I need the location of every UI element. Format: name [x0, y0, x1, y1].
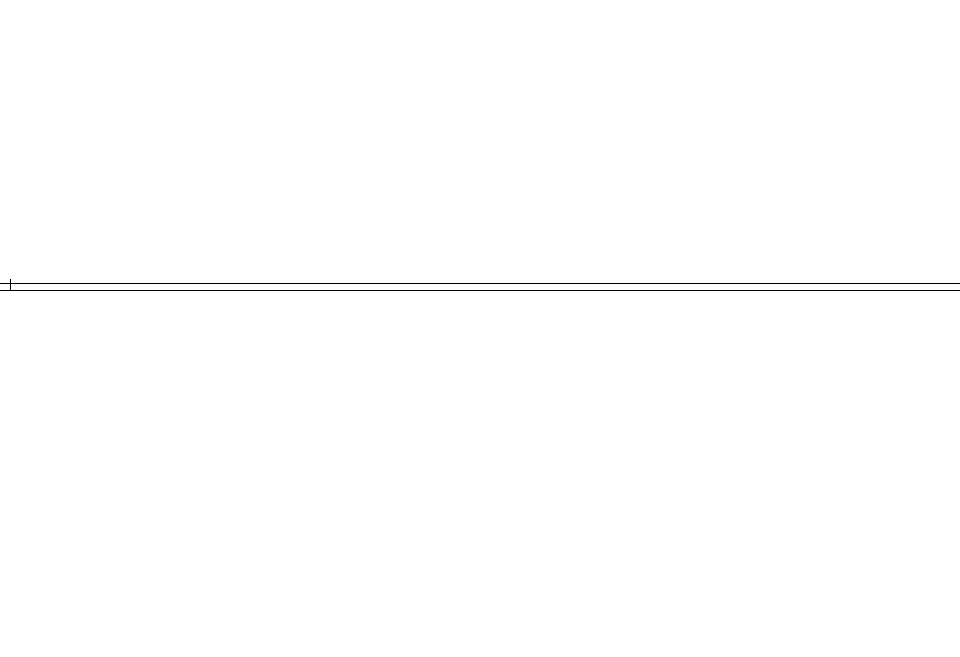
top-table [32, 13, 958, 69]
bottom-table [108, 294, 958, 656]
mid-table [32, 70, 958, 265]
page-header [0, 0, 960, 14]
section-separator [0, 283, 960, 291]
separator-tick [10, 279, 11, 291]
total-table [32, 265, 958, 281]
